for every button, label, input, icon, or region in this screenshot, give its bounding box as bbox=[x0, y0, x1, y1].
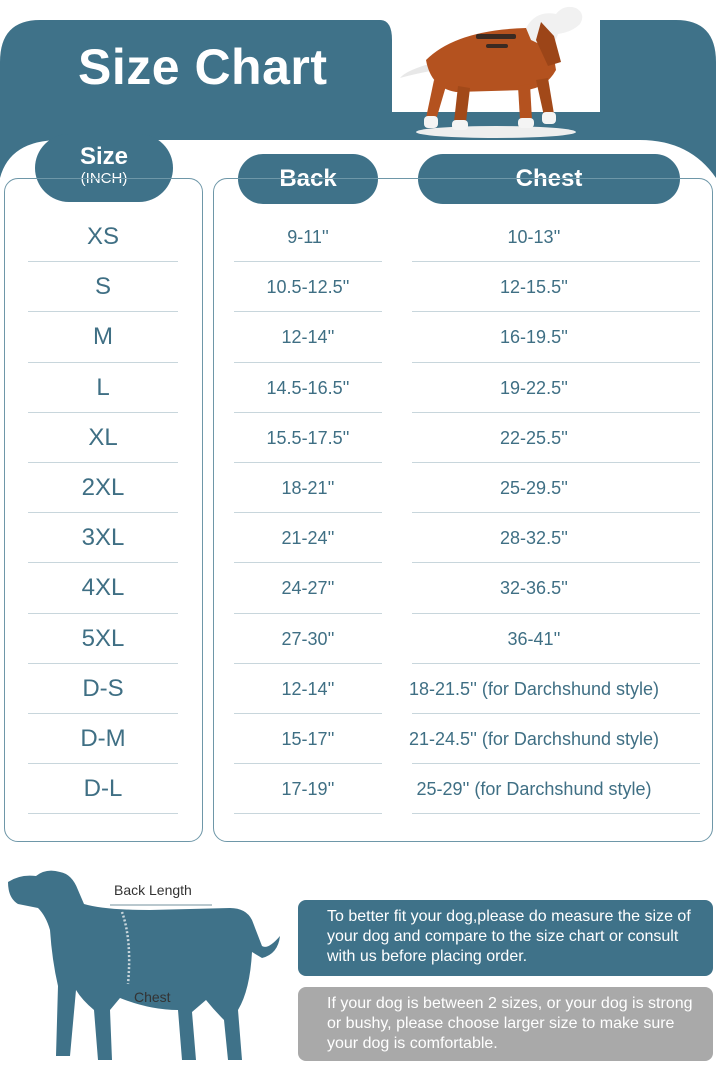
chest-cell: 36-41'' bbox=[507, 628, 561, 649]
back-cell: 10.5-12.5'' bbox=[266, 277, 350, 298]
page-title: Size Chart bbox=[78, 39, 328, 95]
size-cell: S bbox=[94, 273, 111, 301]
back-cell: 21-24'' bbox=[281, 528, 335, 549]
table-row bbox=[0, 262, 716, 312]
size-cell: XS bbox=[86, 223, 119, 250]
dog-in-jacket-icon bbox=[396, 0, 596, 140]
table-row bbox=[0, 463, 716, 513]
back-cell: 9-11'' bbox=[287, 227, 329, 247]
chest-cell: 18-21.5'' (for Darchshund style) bbox=[409, 678, 659, 699]
chest-cell: 22-25.5'' bbox=[500, 427, 568, 448]
back-cell: 15-17'' bbox=[281, 728, 335, 749]
size-cell: L bbox=[96, 373, 110, 401]
size-cell: XL bbox=[88, 423, 118, 451]
back-header: Back bbox=[238, 154, 378, 204]
chest-cell: 32-36.5'' bbox=[500, 578, 568, 599]
back-cell: 14.5-16.5'' bbox=[266, 377, 350, 398]
size-header-unit: (INCH) bbox=[80, 170, 128, 187]
size-cell: D-L bbox=[83, 775, 123, 803]
chest-cell: 19-22.5'' bbox=[500, 377, 568, 398]
table-row bbox=[0, 413, 716, 463]
chest-label: Chest bbox=[134, 989, 171, 1005]
row-divider bbox=[234, 813, 382, 814]
back-cell: 27-30'' bbox=[281, 628, 335, 649]
chest-cell: 16-19.5'' bbox=[500, 327, 568, 348]
chest-cell: 25-29'' (for Darchshund style) bbox=[416, 779, 652, 800]
table-row bbox=[0, 212, 716, 262]
table-row bbox=[0, 563, 716, 613]
back-cell: 17-19'' bbox=[281, 779, 335, 800]
back-length-label: Back Length bbox=[114, 882, 192, 898]
fit-note: To better fit your dog,please do measure the size of your dog and compare to the size chart or consult with us before placing order. bbox=[298, 900, 713, 976]
size-cell: 3XL bbox=[81, 524, 125, 552]
chest-cell: 12-15.5'' bbox=[500, 277, 568, 298]
chest-header: Chest bbox=[418, 154, 680, 204]
between-sizes-note: If your dog is between 2 sizes, or your dog is strong or bushy, please choose larger size to make sure your dog is comfortable. bbox=[298, 987, 713, 1061]
size-cell: 5XL bbox=[81, 624, 125, 652]
chest-cell: 28-32.5'' bbox=[500, 528, 568, 549]
table-row bbox=[0, 664, 716, 714]
back-cell: 18-21'' bbox=[281, 477, 335, 498]
row-divider bbox=[412, 813, 700, 814]
back-cell: 12-14'' bbox=[281, 678, 335, 699]
table-row bbox=[0, 513, 716, 563]
table-row bbox=[0, 614, 716, 664]
back-cell: 15.5-17.5'' bbox=[266, 427, 350, 448]
size-cell: M bbox=[93, 323, 113, 351]
size-table bbox=[0, 212, 716, 814]
chest-cell: 10-13'' bbox=[507, 227, 561, 247]
size-cell: D-S bbox=[82, 674, 124, 702]
chest-cell: 25-29.5'' bbox=[500, 477, 568, 498]
back-cell: 12-14'' bbox=[281, 327, 335, 348]
table-row bbox=[0, 312, 716, 362]
size-cell: D-M bbox=[80, 724, 126, 752]
back-cell: 24-27'' bbox=[281, 578, 335, 599]
table-row bbox=[0, 764, 716, 814]
size-cell: 2XL bbox=[81, 473, 125, 501]
table-row bbox=[0, 714, 716, 764]
chest-cell: 21-24.5'' (for Darchshund style) bbox=[409, 728, 659, 749]
size-cell: 4XL bbox=[81, 574, 125, 602]
row-divider bbox=[28, 813, 178, 814]
table-row bbox=[0, 363, 716, 413]
size-header-label: Size bbox=[79, 143, 129, 170]
